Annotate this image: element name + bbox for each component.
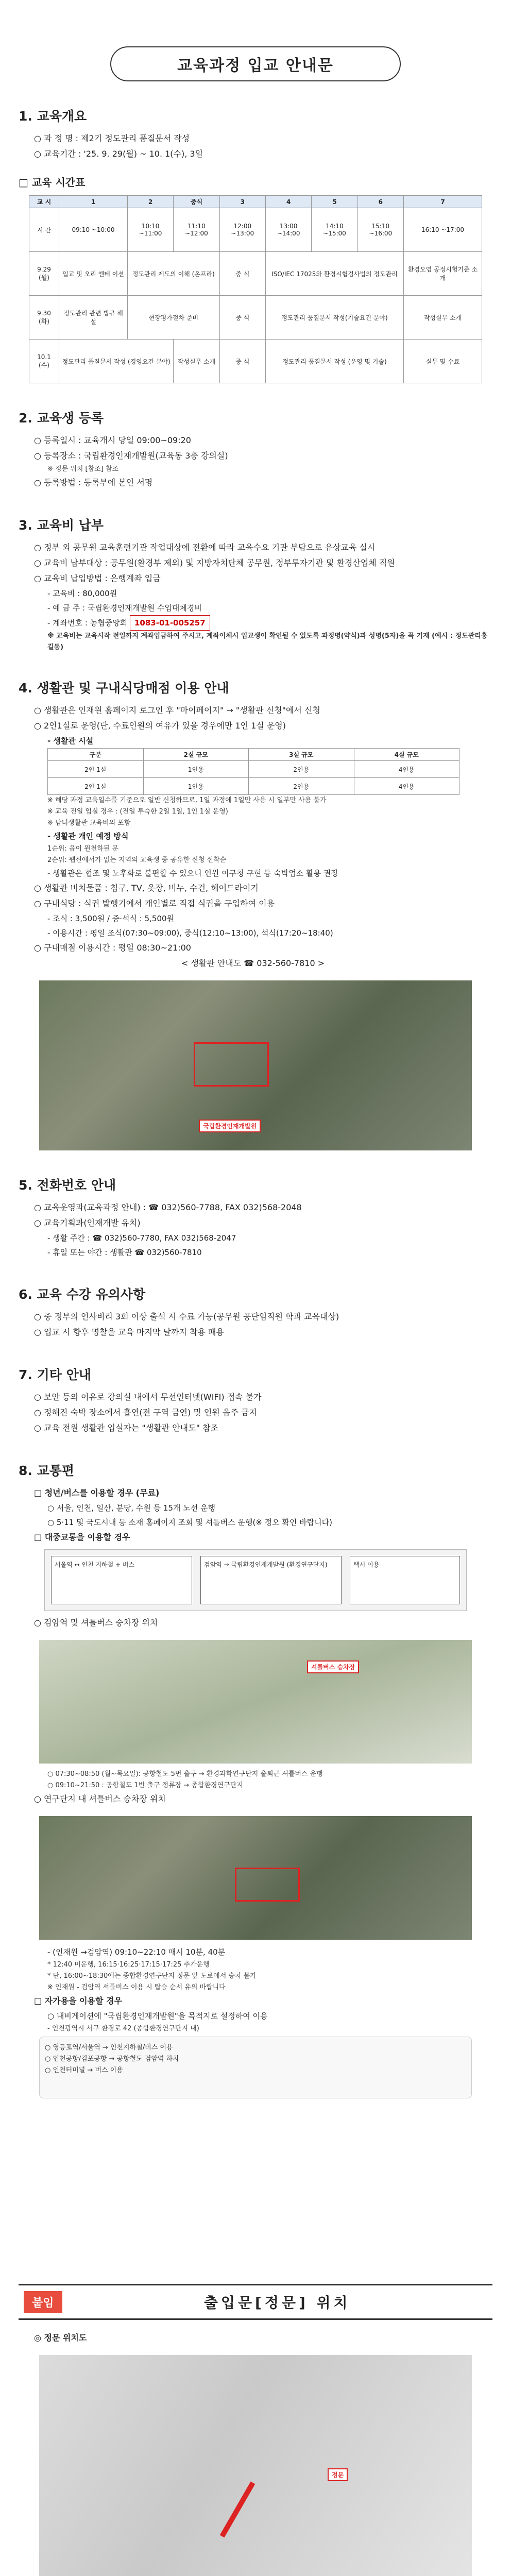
reg-place: ○ 등록장소 : 국립환경인재개발원(교육동 3층 강의실): [34, 451, 228, 461]
col-header: 3실 규모: [249, 749, 354, 761]
day-cell: 9.30 (화): [29, 296, 59, 340]
schedule-cell: 실무 및 수료: [404, 340, 482, 383]
section-5-heading: 5. 전화번호 안내: [19, 1178, 116, 1193]
schedule-cell: 입교 및 오리 엔테 이션: [59, 252, 128, 296]
dorm-head-row: [48, 749, 459, 761]
transport-9: - (인재원 →검암역) 09:10~22:10 매시 10분, 40분: [47, 1947, 226, 1957]
day-cell: 10.1 (수): [29, 340, 59, 383]
time-cell: 13:00 ~14:00: [265, 208, 311, 252]
dorm-priority-1: 1순위: 읍이 원천하된 문: [47, 845, 119, 853]
reg-method: ○ 등록방법 : 등록부에 본인 서명: [34, 478, 153, 487]
schedule-cell: 작성실무 소개: [404, 296, 482, 340]
phone-4: - 휴일 또는 야간 : 생활관 ☎ 032)560-7810: [47, 1248, 202, 1257]
phone-3: - 생활 주간 : ☎ 032)560-7780, FAX 032)568-2047: [47, 1233, 236, 1243]
schedule-cell: 정도관리 품질문서 작성(기술요건 분야): [265, 296, 403, 340]
col-header: 1: [59, 196, 128, 208]
phone-2: ○ 교육기획과(인재개발 유치): [34, 1218, 141, 1228]
course-period: ○ 교육기간 : '25. 9. 29(월) ~ 10. 1(수), 3일: [34, 149, 203, 159]
dorm-table: [47, 748, 459, 795]
dorm-line-10: - 생활관은 협조 및 노후화로 불편할 수 있으니 인원 이구청 구현 등 숙박업소 활용 권장: [47, 869, 338, 878]
col-header: 6: [357, 196, 403, 208]
dorm-priority-2: 2순위: 웹신에서가 없는 지역의 교육생 중 공유한 신청 선착순: [47, 856, 227, 864]
dorm-line-1: ○ 생활관은 인재원 홈페이지 로그인 후 "마이페이지" → "생활관 신청"에서 신청: [34, 705, 320, 715]
list-item: ○ 인천공항/김포공항 → 공항철도 검암역 하차: [45, 2055, 179, 2063]
transport-12: ※ 인재원 - 검암역 셔틀버스 이용 시 탑승 순서 유의 바랍니다: [47, 1984, 226, 1991]
dorm-cell: 4인용: [354, 778, 459, 795]
col-header: 2실 규모: [143, 749, 248, 761]
transport-7: ○ 09:10~21:50 : 공항철도 1번 출구 정류장 → 종합환경연구단지: [47, 1782, 243, 1789]
col-header: 3: [219, 196, 265, 208]
dorm-note-3: ※ 남녀생활관 교육비의 포함: [47, 819, 131, 827]
gate-map-image: [39, 2355, 472, 2576]
dorm-cell: 2인용: [249, 761, 354, 778]
dorm-cell: 2인용: [249, 778, 354, 795]
cafeteria-price: - 조식 : 3,500원 / 중·석식 : 5,500원: [47, 914, 175, 923]
fee-line-2: ○ 교육비 납부대상 : 공무원(환경부 제외) 및 지방자치단체 공무원, 정부투자기관 및 환경산업체 직원: [34, 558, 395, 568]
transport-8: ○ 연구단지 내 셔틀버스 승차장 위치: [34, 1794, 166, 1804]
time-cell: 15:10 ~16:00: [357, 208, 403, 252]
dorm-cell: 4인용: [354, 761, 459, 778]
fee-holder: - 예 금 주 : 국립환경인재개발원 수입대체경비: [47, 603, 202, 613]
map-highlight: [194, 1042, 269, 1087]
etc-1: ○ 보안 등의 이유로 강의실 내에서 무선인터넷(WIFI) 접속 불가: [34, 1392, 262, 1402]
notice-1: ○ 중 정부의 인사비리 3회 이상 출석 시 수료 가능(공무원 공단임직원 학과 교육대상): [34, 1312, 339, 1321]
map-highlight: [235, 1868, 300, 1902]
time-cell: 16:10 ~17:00: [404, 208, 482, 252]
schedule-cell: ISO/IEC 17025와 환경시험검사법의 정도관리: [265, 252, 403, 296]
schedule-cell: 정도관리 품질문서 작성 (운영 및 기술): [265, 340, 403, 383]
schedule-cell: 현장평가절차 준비: [127, 296, 219, 340]
cafeteria-info: ○ 구내식당 : 식권 발행기에서 개인별로 직접 식권을 구입하여 이용: [34, 899, 275, 908]
dorm-line-2: ○ 2인1실로 운영(단, 수료인원의 여유가 있을 경우에만 1인 1실 운영): [34, 721, 286, 731]
dorm-amenities: ○ 생활관 비치물품 : 침구, TV, 옷장, 비누, 수건, 헤어드라이기: [34, 883, 259, 893]
list-item: ○ 영등포역/서울역 → 인천지하철/버스 이용: [45, 2044, 173, 2052]
day-cell: 9.29 (월): [29, 252, 59, 296]
transport-2: ○ 서울, 인천, 일산, 분당, 수원 등 15개 노선 운행: [47, 1503, 216, 1513]
schedule-row: [29, 340, 482, 383]
transport-15: - 인천광역시 서구 환경로 42 (종합환경연구단지 내): [47, 2025, 199, 2032]
phone-1: ○ 교육운영과(교육과정 안내) : ☎ 032)560-7788, FAX 032)568-2048: [34, 1202, 302, 1212]
lunch-cell: 중 식: [219, 340, 265, 383]
reg-time: ○ 등록일시 : 교육개시 당일 09:00~09:20: [34, 435, 191, 445]
time-cell: 11:10 ~12:00: [174, 208, 219, 252]
reg-note: ※ 정문 위치 [참조] 참조: [47, 465, 119, 473]
section-6-heading: 6. 교육 수강 유의사항: [19, 1287, 146, 1302]
transit-box: [44, 1549, 467, 1611]
etc-2: ○ 정해진 숙박 장소에서 흡연(전 구역 금연) 및 인원 음주 금지: [34, 1408, 257, 1417]
col-header: 2: [127, 196, 173, 208]
dorm-cell: 1인용: [143, 778, 248, 795]
fee-account-label: - 계좌번호 : 농협중앙회: [47, 618, 128, 628]
fee-account-number: 1083-01-005257: [130, 615, 210, 631]
time-cell: 09:10 ~10:00: [59, 208, 128, 252]
col-header: 교 시: [29, 196, 59, 208]
cafeteria-hours: - 이용시간 : 평일 조식(07:30~09:00), 중식(12:10~13:00), 석식(17:20~18:40): [47, 928, 333, 938]
dorm-row: [48, 761, 459, 778]
schedule-cell: 정도관리 관련 법규 해설: [59, 296, 128, 340]
section-2-heading: 2. 교육생 등록: [19, 411, 104, 426]
fee-line-1: ○ 정부 외 공무원 교육훈련기관 작업대상에 전환에 따라 교육수요 기관 부담으로 유상교육 실시: [34, 543, 376, 552]
dorm-row: [48, 778, 459, 795]
schedule-heading: □ 교육 시간표: [19, 176, 86, 189]
transport-11: * 단, 16:00~18:30에는 종합환경연구단지 정문 앞 도로에서 승차 불가: [47, 1972, 257, 1980]
dorm-note-1: ※ 해당 과정 교육일수를 기준으로 일반 신청하므로, 1일 과정에 1일만 사용 시 일부만 사용 불가: [47, 796, 327, 804]
dorm-cell: 1인용: [143, 761, 248, 778]
schedule-cell: 정도관리 제도의 이해 (온프라): [127, 252, 219, 296]
schedule-row: [29, 252, 482, 296]
attachment-title-bar: [19, 2284, 492, 2320]
time-cell: 시 간: [29, 208, 59, 252]
transit-list-box: [39, 2037, 472, 2098]
col-header: 4: [265, 196, 311, 208]
dorm-cell: 2인 1실: [48, 778, 144, 795]
transport-13: □ 자가용을 이용할 경우: [34, 1996, 122, 2006]
time-cell: 14:10 ~15:00: [312, 208, 357, 252]
time-cell: 12:00 ~13:00: [219, 208, 265, 252]
page-title: 교육과정 입교 안내문: [110, 46, 401, 81]
campus-map-image: [39, 1816, 472, 1940]
section-4-heading: 4. 생활관 및 구내식당매점 이용 안내: [19, 681, 229, 696]
section-7-heading: 7. 기타 안내: [19, 1367, 91, 1382]
col-header: 중식: [174, 196, 219, 208]
lunch-cell: 중 식: [219, 296, 265, 340]
store-hours: ○ 구내매점 이용시간 : 평일 08:30~21:00: [34, 943, 191, 953]
transit-mid: 검암역 → 국립환경인재개발원 (환경연구단지): [200, 1556, 342, 1604]
document: [19, 21, 492, 2576]
transport-4: □ 대중교통을 이용할 경우: [34, 1532, 130, 1542]
transport-3: ○ 5·11 및 국도시내 등 소재 홈페이지 조회 및 셔틀버스 운행(※ 정오 확인 바랍니다): [47, 1518, 332, 1527]
attachment-tag: 붙임: [24, 2291, 62, 2313]
dorm-map-image: [39, 980, 472, 1150]
dorm-map-caption: < 생활관 안내도 ☎ 032-560-7810 >: [181, 958, 325, 968]
section-3-heading: 3. 교육비 납부: [19, 518, 104, 533]
schedule-cell: 작성실무 소개: [174, 340, 219, 383]
transport-14: ○ 내비게이션에 "국립환경인재개발원"을 목적지로 설정하여 이용: [47, 2011, 268, 2021]
gate-map-label: ◎ 정문 위치도: [34, 2333, 87, 2343]
section-8-heading: 8. 교통편: [19, 1463, 75, 1478]
transport-10: * 12:40 미운행, 16:15·16:25·17:15·17:25 추가운행: [47, 1961, 210, 1969]
fee-account-row: [47, 615, 492, 631]
col-header: 4실 규모: [354, 749, 459, 761]
notice-2: ○ 입교 시 향후 명찰을 교육 마지막 날까지 착용 패용: [34, 1327, 224, 1337]
dorm-cell: 2인 1실: [48, 761, 144, 778]
schedule-cell: 정도관리 품질문서 작성 (경영요건 분야): [59, 340, 174, 383]
transit-right: 택시 이용: [350, 1556, 460, 1604]
attachment-title: 출입문[정문] 위치: [203, 2294, 351, 2311]
fee-line-3: ○ 교육비 납입방법 : 은행계좌 입금: [34, 573, 161, 583]
list-item: ○ 인천터미널 → 버스 이용: [45, 2066, 123, 2074]
map-marker-label: 국립환경인재개발원: [199, 1120, 261, 1132]
course-name: ○ 과 정 명 : 제2기 정도관리 품질문서 작성: [34, 133, 190, 143]
schedule-head-row: [29, 196, 482, 208]
transport-1: □ 청년/버스를 이용할 경우 (무료): [34, 1488, 160, 1498]
transit-left: 서울역 ↔ 인천 지하철 + 버스: [51, 1556, 192, 1604]
schedule-row: [29, 296, 482, 340]
dorm-line-3: - 생활관 시설: [47, 736, 94, 745]
transport-5: ○ 검암역 및 셔틀버스 승차장 위치: [34, 1618, 158, 1628]
col-header: 7: [404, 196, 482, 208]
col-header: 5: [312, 196, 357, 208]
schedule-cell: 환경오염 공정시험기준 소개: [404, 252, 482, 296]
dorm-line-7: - 생활관 개인 예정 방식: [47, 832, 129, 841]
section-1-heading: 1. 교육개요: [19, 109, 87, 124]
time-cell: 10:10 ~11:00: [127, 208, 173, 252]
col-header: 구분: [48, 749, 144, 761]
schedule-table: [29, 195, 482, 383]
map-marker-label: 정문: [328, 2468, 348, 2481]
fee-note: ※ 교육비는 교육시작 전일까지 계좌입금하여 주시고, 계좌이체시 입교생이 확인될 수 있도록 과정명(약식)과 성명(5자)을 꼭 기재 (예시 : 정도관리홍길동): [47, 632, 488, 651]
schedule-time-row: [29, 208, 482, 252]
etc-3: ○ 교육 전원 생활관 입실자는 "생활관 안내도" 참조: [34, 1423, 218, 1433]
map-marker-label: 셔틀버스 승차장: [307, 1660, 359, 1673]
dorm-note-2: ※ 교육 전일 입실 경우 : (전일 투숙한 2일 1일, 1인 1실 운영): [47, 808, 228, 816]
lunch-cell: 중 식: [219, 252, 265, 296]
route-arrow: [220, 2482, 256, 2538]
fee-amount: - 교육비 : 80,000원: [47, 589, 117, 598]
transport-6: ○ 07:30~08:50 (월~목요일): 공항철도 5번 출구 → 환경과학연구단지 출퇴근 셔틀버스 운행: [47, 1770, 323, 1778]
station-map-image: [39, 1640, 472, 1764]
